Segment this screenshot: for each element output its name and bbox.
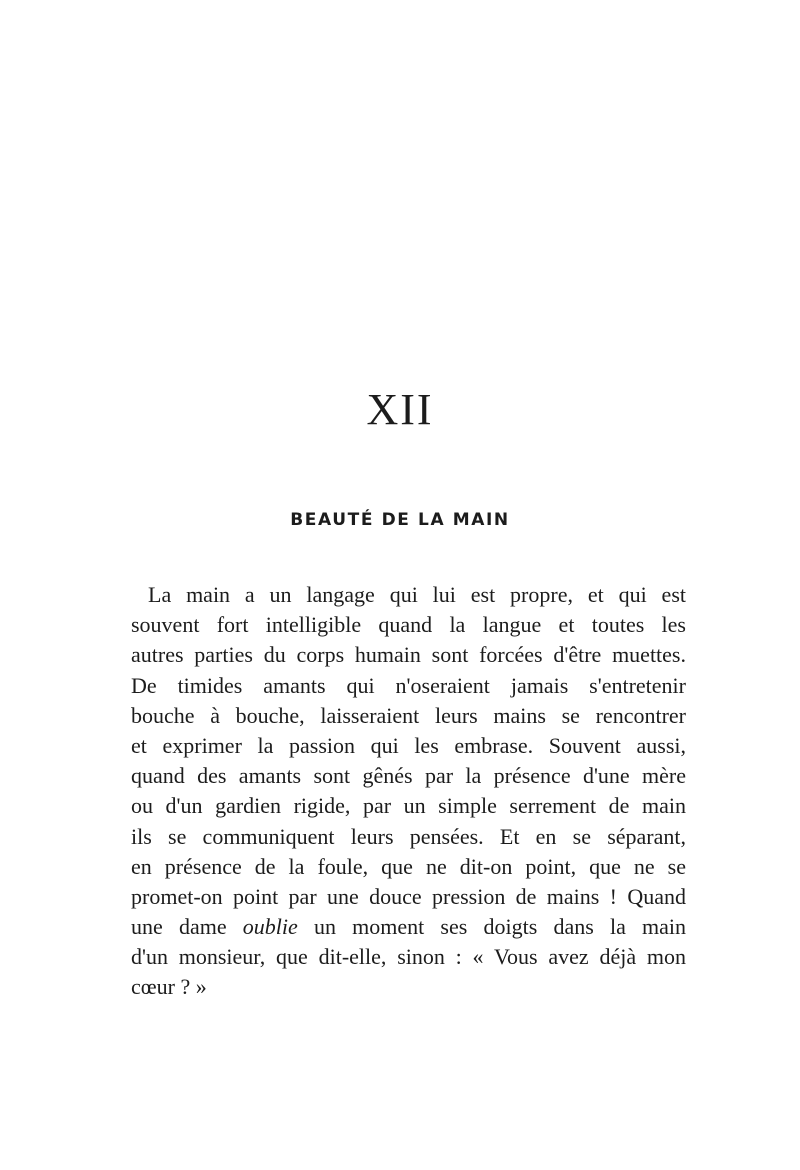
paragraph-line: d'un monsieur, que dit-elle, sinon : « Vous avez déjà mon: [131, 944, 686, 970]
paragraph-line: La main a un langage qui lui est propre, et qui est: [148, 582, 686, 607]
paragraph-last-line: cœur ? »: [131, 974, 207, 1000]
line-segment: un moment ses doigts dans la main: [297, 914, 687, 940]
chapter-number: XII: [366, 385, 434, 434]
chapter-title: BEAUTÉ DE LA MAIN: [290, 510, 510, 530]
paragraph-line: ils se communiquent leurs pensées. Et en se séparant,: [131, 823, 686, 849]
paragraph-line: promet-on point par une douce pression de mains ! Quand: [131, 883, 686, 909]
paragraph-line: et exprimer la passion qui les embrase. Souvent aussi,: [131, 732, 686, 758]
paragraph-line-with-italic: [131, 912, 686, 942]
paragraph-line: ou d'un gardien rigide, par un simple serrement de main: [131, 793, 686, 819]
line-segment: une dame: [131, 914, 243, 940]
paragraph-line: De timides amants qui n'oseraient jamais s'entretenir: [131, 672, 686, 698]
chapter-paragraph: [131, 580, 686, 1003]
paragraph-line: autres parties du corps humain sont forcées d'être muettes.: [131, 642, 686, 668]
italic-word: oublie: [242, 914, 298, 940]
paragraph-line: souvent fort intelligible quand la langue et toutes les: [131, 612, 686, 638]
paragraph-line: quand des amants sont gênés par la présence d'une mère: [131, 763, 686, 789]
paragraph-line: bouche à bouche, laisseraient leurs mains se rencontrer: [131, 702, 686, 728]
paragraph-line: en présence de la foule, que ne dit-on point, que ne se: [131, 853, 686, 879]
